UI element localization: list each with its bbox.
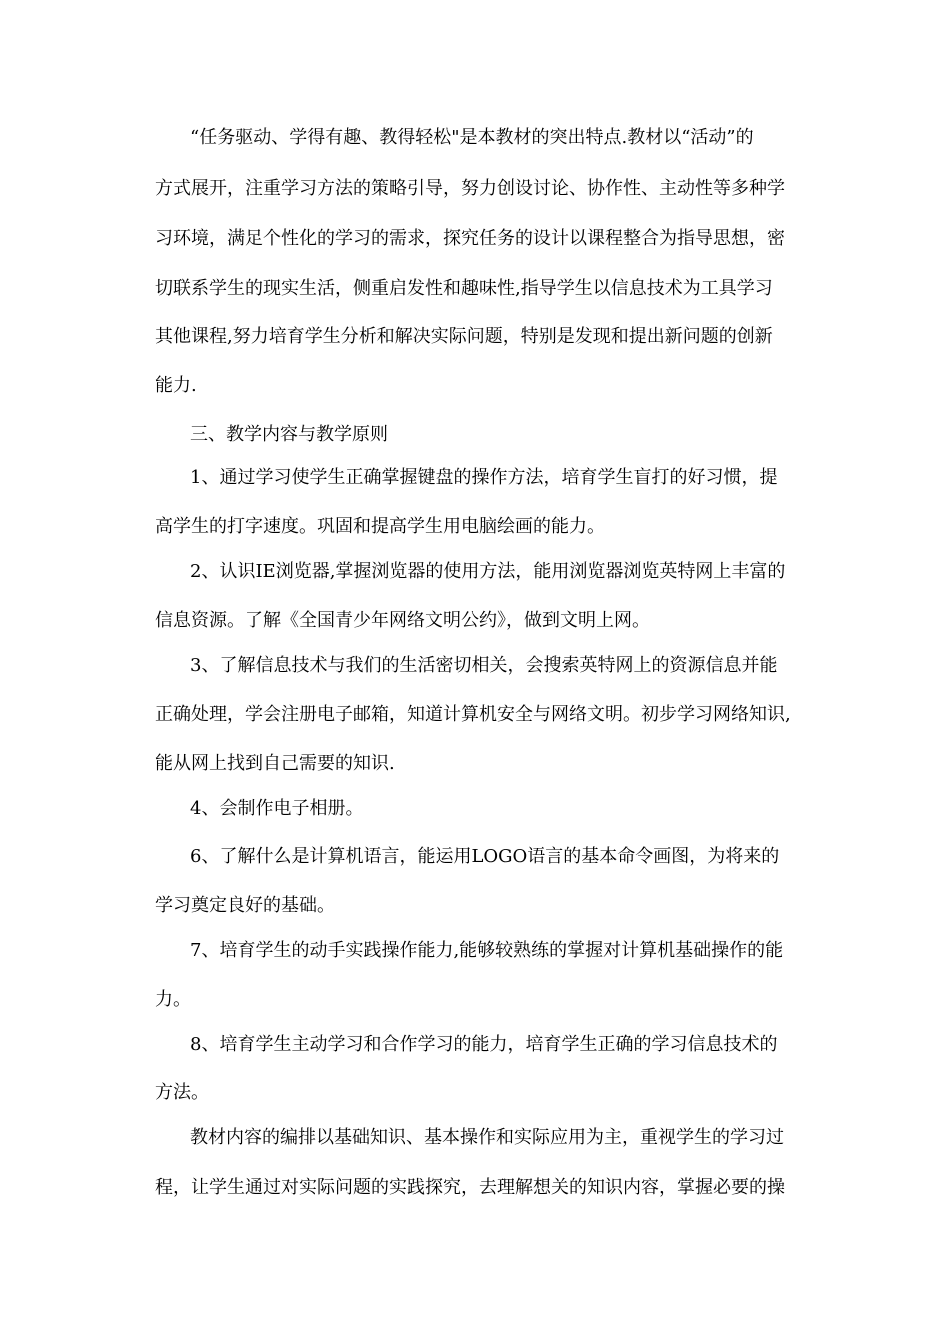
list-item-line: 信息资源。了解《全国青少年网络文明公约》，做到文明上网。 [155, 610, 650, 631]
paragraph-line: 教材内容的编排以基础知识、基本操作和实际应用为主，重视学生的学习过 [190, 1127, 784, 1148]
list-item-line: 2、认识IE浏览器,掌握浏览器的使用方法，能用浏览器浏览英特网上丰富的 [190, 561, 786, 582]
list-item-line: 高学生的打字速度。巩固和提高学生用电脑绘画的能力。 [155, 516, 605, 537]
list-item-line: 方法。 [155, 1082, 209, 1103]
paragraph-line: 程，让学生通过对实际问题的实践探究，去理解想关的知识内容，掌握必要的操 [155, 1177, 785, 1198]
paragraph-line: 习环境，满足个性化的学习的需求，探究任务的设计以课程整合为指导思想，密 [155, 228, 785, 249]
list-item-line: 8、培育学生主动学习和合作学习的能力，培育学生正确的学习信息技术的 [190, 1034, 778, 1055]
paragraph-line: 其他课程,努力培育学生分析和解决实际问题，特别是发现和提出新问题的创新 [155, 326, 773, 347]
list-item-line: 正确处理，学会注册电子邮箱，知道计算机安全与网络文明。初步学习网络知识, [155, 704, 791, 725]
list-item-line: 4、会制作电子相册。 [190, 798, 364, 819]
list-item-line: 3、了解信息技术与我们的生活密切相关，会搜索英特网上的资源信息并能 [190, 655, 778, 676]
list-item-line: 1、通过学习使学生正确掌握键盘的操作方法，培育学生盲打的好习惯，提 [190, 467, 778, 488]
paragraph-line: “任务驱动、学得有趣、教得轻松"是本教材的突出特点.教材以“活动”的 [190, 127, 754, 148]
list-item-line: 能从网上找到自己需要的知识. [155, 753, 395, 774]
list-item-line: 7、培育学生的动手实践操作能力,能够较熟练的掌握对计算机基础操作的能 [190, 940, 784, 961]
list-item-line: 学习奠定良好的基础。 [155, 895, 335, 916]
list-item-line: 6、了解什么是计算机语言，能运用LOGO语言的基本命令画图，为将来的 [190, 846, 780, 867]
list-item-line: 力。 [155, 989, 191, 1010]
paragraph-line: 切联系学生的现实生活，侧重启发性和趣味性,指导学生以信息技术为工具学习 [155, 278, 773, 299]
paragraph-line: 能力. [155, 375, 197, 396]
section-heading: 三、教学内容与教学原则 [190, 424, 388, 445]
paragraph-line: 方式展开，注重学习方法的策略引导，努力创设讨论、协作性、主动性等多种学 [155, 178, 785, 199]
